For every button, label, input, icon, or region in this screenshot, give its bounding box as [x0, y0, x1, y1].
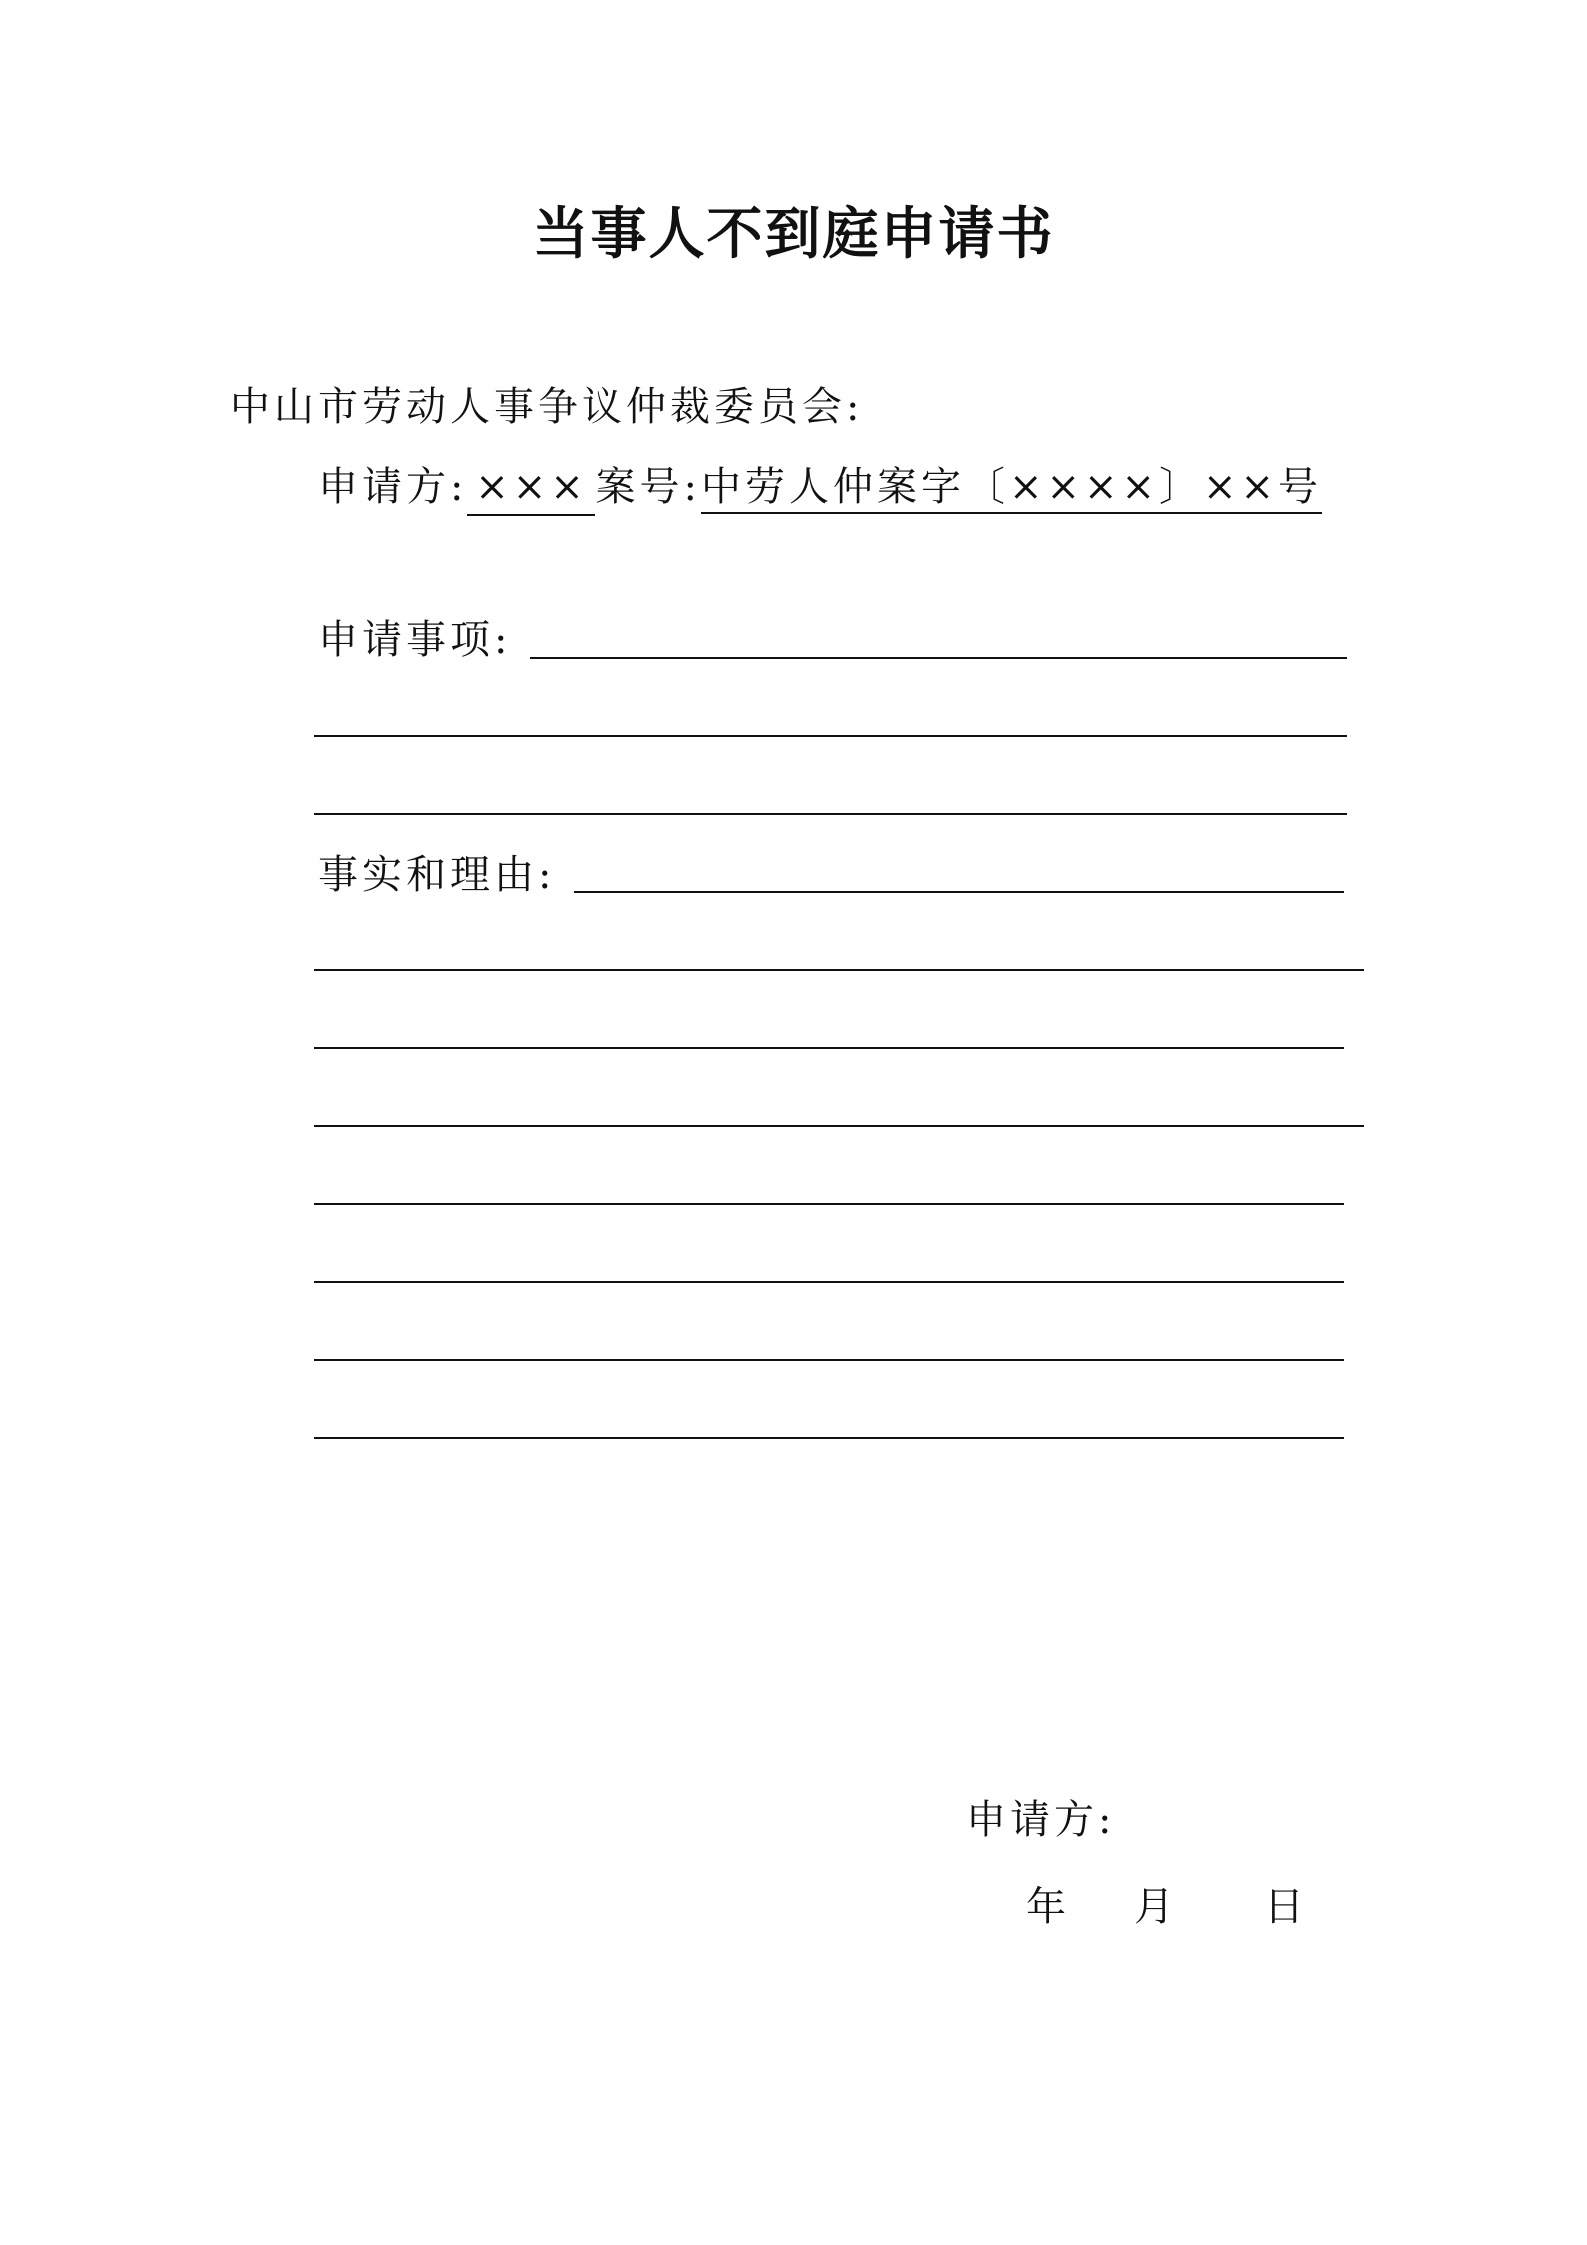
date-day-label: 日 — [1264, 1884, 1308, 1930]
date-year-label: 年 — [1026, 1884, 1070, 1930]
case-number-label: 案号: — [595, 464, 701, 510]
facts-label: 事实和理由: — [318, 852, 556, 898]
request-input-line-2[interactable] — [314, 735, 1347, 737]
request-input-line-3[interactable] — [314, 813, 1347, 815]
facts-input-line-3[interactable] — [314, 1047, 1344, 1049]
facts-input-line-6[interactable] — [314, 1281, 1344, 1283]
date-month-label: 月 — [1134, 1884, 1178, 1930]
request-input-line-1[interactable] — [530, 657, 1347, 659]
facts-input-line-1[interactable] — [574, 891, 1344, 893]
facts-input-line-8[interactable] — [314, 1437, 1344, 1439]
request-label: 申请事项: — [318, 617, 512, 663]
applicant-case-line — [318, 462, 1322, 516]
document-title: 当事人不到庭申请书 — [532, 202, 1055, 267]
case-number-field[interactable]: 中劳人仲案字〔××××〕××号 — [701, 464, 1322, 514]
facts-input-line-5[interactable] — [314, 1203, 1344, 1205]
facts-input-line-4[interactable] — [314, 1125, 1364, 1127]
applicant-name-field[interactable]: ××× — [467, 462, 595, 516]
addressee: 中山市劳动人事争议仲裁委员会: — [230, 384, 864, 430]
facts-input-line-2[interactable] — [314, 969, 1364, 971]
signature-label: 申请方: — [966, 1797, 1116, 1843]
applicant-label: 申请方: — [318, 464, 468, 510]
facts-input-line-7[interactable] — [314, 1359, 1344, 1361]
